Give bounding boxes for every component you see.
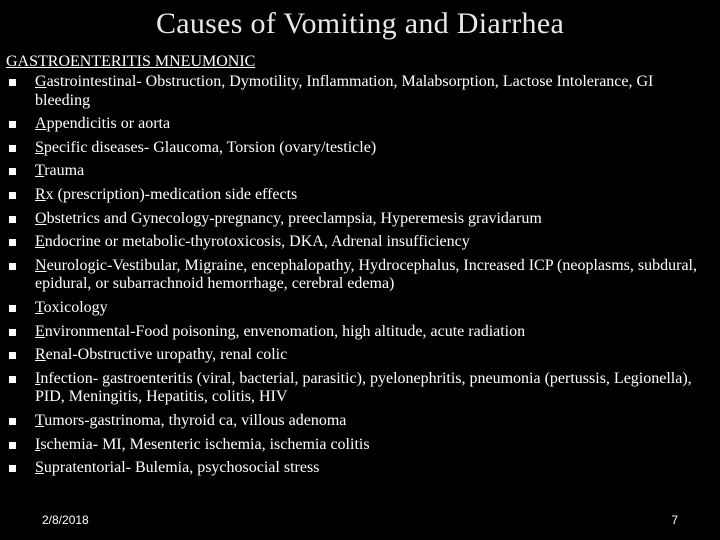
list-item	[6, 257, 712, 294]
list-item	[6, 233, 712, 252]
list-item	[6, 186, 712, 205]
item-text: ndocrine or metabolic-thyrotoxicosis, DKA, Adrenal insufficiency	[44, 233, 470, 251]
list-item	[6, 73, 712, 110]
mnemonic-letter: R	[35, 346, 46, 364]
list-item	[6, 162, 712, 181]
list-item	[6, 370, 712, 407]
list-item	[6, 323, 712, 342]
causes-list	[6, 73, 712, 483]
mnemonic-letter: E	[35, 233, 45, 251]
item-text: umors-gastrinoma, thyroid ca, villous adenoma	[44, 411, 347, 429]
square-bullet-icon	[9, 418, 16, 425]
mnemonic-letter: I	[35, 369, 41, 387]
mnemonic-letter: E	[35, 322, 45, 340]
list-item	[6, 412, 712, 431]
mnemonic-letter: O	[35, 209, 47, 227]
item-text: enal-Obstructive uropathy, renal colic	[45, 346, 288, 364]
square-bullet-icon	[9, 192, 16, 199]
square-bullet-icon	[9, 239, 16, 246]
list-item	[6, 436, 712, 455]
square-bullet-icon	[9, 305, 16, 312]
mnemonic-letter: T	[35, 162, 45, 180]
mnemonic-heading: GASTROENTERITIS MNEUMONIC	[6, 53, 256, 70]
item-text: nvironmental-Food poisoning, envenomation, high altitude, acute radiation	[44, 322, 526, 340]
mnemonic-letter: G	[35, 73, 47, 90]
square-bullet-icon	[9, 121, 16, 128]
item-text: eurologic-Vestibular, Migraine, encephalopathy, Hydrocephalus, Increased ICP (neoplasms, subdural, epidural, or subarrachnoid hemorrhage, cerebral edema)	[35, 256, 697, 293]
square-bullet-icon	[9, 168, 16, 175]
item-text: upratentorial- Bulemia, psychosocial stress	[43, 459, 320, 477]
square-bullet-icon	[9, 442, 16, 449]
square-bullet-icon	[9, 79, 16, 86]
list-item	[6, 299, 712, 318]
item-text: ppendicitis or aorta	[46, 115, 171, 133]
slide-number: 7	[671, 513, 678, 527]
slide-date: 2/8/2018	[42, 513, 89, 527]
mnemonic-letter: T	[35, 411, 45, 429]
item-text: rauma	[44, 162, 85, 180]
square-bullet-icon	[9, 352, 16, 359]
mnemonic-letter: N	[35, 256, 47, 274]
list-item	[6, 210, 712, 229]
item-text: bstetrics and Gynecology-pregnancy, preeclampsia, Hyperemesis gravidarum	[46, 209, 542, 227]
item-text: nfection- gastroenteritis (viral, bacterial, parasitic), pyelonephritis, pneumonia (pertussis, Legionella), PID, Meningitis, Hepatitis, colitis, HIV	[35, 369, 692, 406]
list-item	[6, 139, 712, 158]
item-text: astrointestinal- Obstruction, Dymotility, Inflammation, Malabsorption, Lactose Intolerance, GI bleeding	[35, 73, 654, 109]
list-item	[6, 346, 712, 365]
mnemonic-letter: T	[35, 298, 44, 316]
list-item	[6, 115, 712, 134]
item-text: oxicology	[43, 298, 108, 316]
square-bullet-icon	[9, 329, 16, 336]
list-item	[6, 459, 712, 478]
mnemonic-letter: S	[35, 459, 44, 477]
square-bullet-icon	[9, 465, 16, 472]
square-bullet-icon	[9, 263, 16, 270]
mnemonic-letter: A	[35, 115, 47, 133]
mnemonic-letter: R	[35, 185, 46, 203]
mnemonic-letter: S	[35, 138, 44, 156]
slide-title: Causes of Vomiting and Diarrhea	[155, 7, 565, 40]
square-bullet-icon	[9, 216, 16, 223]
item-text: schemia- MI, Mesenteric ischemia, ischemia colitis	[40, 435, 370, 453]
item-text: pecific diseases- Glaucoma, Torsion (ovary/testicle)	[43, 138, 377, 156]
item-text: x (prescription)-medication side effects	[45, 185, 298, 203]
square-bullet-icon	[9, 145, 16, 152]
square-bullet-icon	[9, 376, 16, 383]
mnemonic-letter: I	[35, 435, 41, 453]
